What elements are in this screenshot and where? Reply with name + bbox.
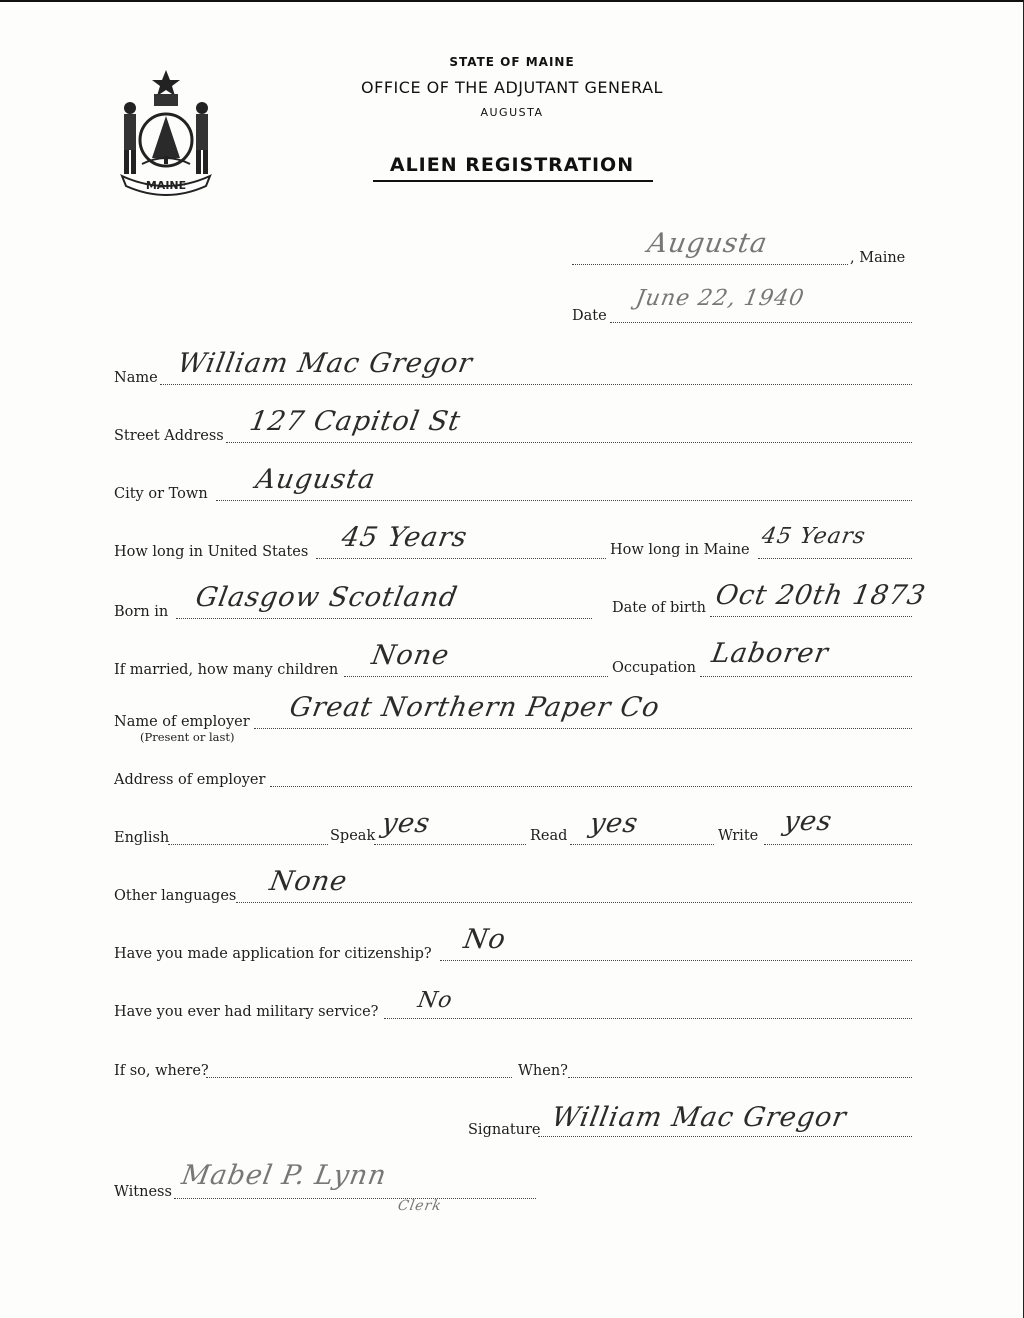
signature-line: [538, 1136, 912, 1137]
when-label: When?: [518, 1063, 568, 1079]
english-label: English: [114, 830, 170, 846]
date-of-birth-line: [710, 616, 912, 617]
witness-label: Witness: [114, 1184, 172, 1200]
header-office: OFFICE OF THE ADJUTANT GENERAL: [361, 78, 663, 97]
how-long-maine-line: [758, 558, 912, 559]
city-value[interactable]: Augusta: [253, 464, 379, 495]
form-title: ALIEN REGISTRATION: [389, 154, 635, 176]
children-label: If married, how many children: [114, 662, 339, 678]
date-of-birth-label: Date of birth: [612, 600, 707, 616]
write-label: Write: [718, 828, 759, 844]
date-line: [610, 322, 912, 323]
children-value[interactable]: None: [369, 640, 452, 671]
citizenship-label: Have you made application for citizenship?: [114, 946, 432, 962]
how-long-us-line: [316, 558, 606, 559]
how-long-maine-value[interactable]: 45 Years: [759, 524, 868, 549]
military-label: Have you ever had military service?: [114, 1004, 379, 1020]
when-line: [568, 1077, 912, 1078]
place-line: [572, 264, 848, 265]
place-value[interactable]: Augusta: [645, 228, 771, 259]
name-value[interactable]: William Mac Gregor: [175, 348, 476, 379]
header-state: STATE OF MAINE: [449, 55, 575, 69]
speak-line: [374, 844, 526, 845]
speak-label: Speak: [330, 828, 376, 844]
date-label: Date: [572, 308, 607, 324]
street-address-label: Street Address: [114, 428, 224, 444]
born-in-value[interactable]: Glasgow Scotland: [193, 582, 461, 613]
how-long-us-label: How long in United States: [114, 544, 309, 560]
city-line: [216, 500, 912, 501]
how-long-us-value[interactable]: 45 Years: [339, 522, 470, 553]
children-line: [344, 676, 608, 677]
write-line: [764, 844, 912, 845]
street-address-line: [226, 442, 912, 443]
english-line: [168, 844, 328, 845]
name-label: Name: [114, 370, 158, 386]
other-languages-line: [236, 902, 912, 903]
occupation-line: [700, 676, 912, 677]
employer-value[interactable]: Great Northern Paper Co: [287, 692, 663, 723]
employer-address-line: [270, 786, 912, 787]
employer-sublabel: (Present or last): [140, 730, 235, 744]
seal-text: MAINE: [145, 179, 187, 192]
speak-value[interactable]: yes: [379, 808, 433, 839]
read-line: [570, 844, 714, 845]
witness-line: [174, 1198, 536, 1199]
military-value[interactable]: No: [415, 988, 455, 1013]
write-value[interactable]: yes: [781, 806, 835, 837]
other-languages-value[interactable]: None: [267, 866, 350, 897]
witness-title: Clerk: [396, 1198, 444, 1214]
witness-value[interactable]: Mabel P. Lynn: [179, 1160, 390, 1191]
read-value[interactable]: yes: [587, 808, 641, 839]
employer-line: [254, 728, 912, 729]
occupation-value[interactable]: Laborer: [709, 638, 832, 669]
signature-label: Signature: [468, 1122, 541, 1138]
header-city: AUGUSTA: [480, 106, 544, 119]
date-value[interactable]: June 22, 1940: [633, 286, 807, 311]
signature-value[interactable]: William Mac Gregor: [549, 1102, 850, 1133]
name-line: [160, 384, 912, 385]
born-in-line: [176, 618, 592, 619]
employer-label: Name of employer: [114, 714, 250, 730]
occupation-label: Occupation: [612, 660, 696, 676]
date-of-birth-value[interactable]: Oct 20th 1873: [713, 580, 929, 611]
if-so-where-label: If so, where?: [114, 1063, 209, 1079]
street-address-value[interactable]: 127 Capitol St: [247, 406, 464, 437]
military-line: [384, 1018, 912, 1019]
employer-address-label: Address of employer: [114, 772, 266, 788]
other-languages-label: Other languages: [114, 888, 237, 904]
city-label: City or Town: [114, 486, 208, 502]
if-so-where-line: [206, 1077, 512, 1078]
citizenship-value[interactable]: No: [461, 924, 509, 955]
how-long-maine-label: How long in Maine: [610, 542, 750, 558]
place-suffix: , Maine: [850, 250, 906, 266]
read-label: Read: [530, 828, 568, 844]
citizenship-line: [440, 960, 912, 961]
born-in-label: Born in: [114, 604, 169, 620]
title-underline: [373, 180, 653, 182]
